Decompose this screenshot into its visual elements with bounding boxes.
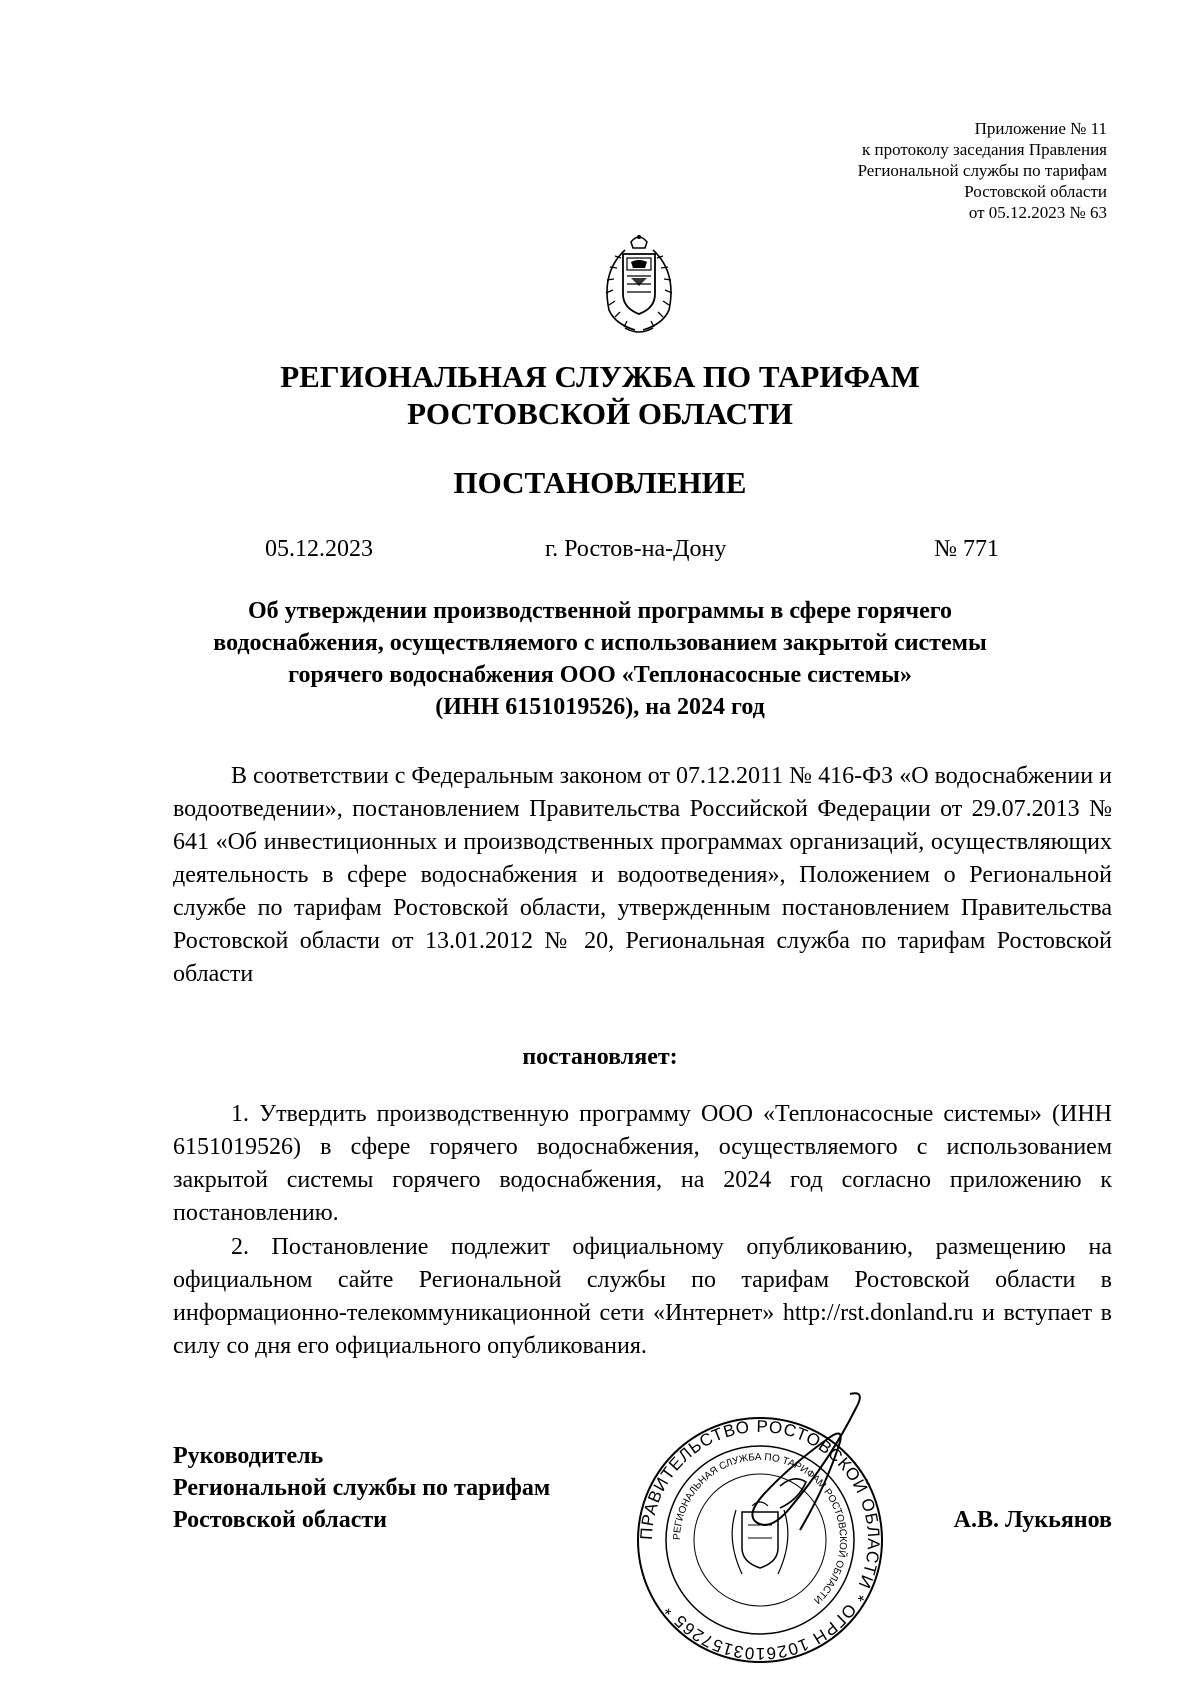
- organization-title-line: РОСТОВСКОЙ ОБЛАСТИ: [407, 396, 793, 431]
- signatory-name: А.В. Лукьянов: [953, 1507, 1112, 1533]
- seal-outer-text: ПРАВИТЕЛЬСТВО РОСТОВСКОЙ ОБЛАСТИ * ОГРН 1026103157265 *: [636, 1416, 884, 1664]
- subject-line: горячего водоснабжения ООО «Теплонасосные системы»: [288, 662, 912, 688]
- document-date: 05.12.2023: [265, 536, 373, 562]
- appendix-line: к протоколу заседания Правления: [862, 140, 1107, 159]
- appendix-line: от 05.12.2023 № 63: [968, 203, 1107, 222]
- document-subject: [170, 595, 1030, 723]
- seal-inner-text: РЕГИОНАЛЬНАЯ СЛУЖБА ПО ТАРИФАМ РОСТОВСКОЙ ОБЛАСТИ: [671, 1451, 849, 1606]
- svg-text:РЕГИОНАЛЬНАЯ СЛУЖБА ПО ТАРИФАМ: [672, 1452, 849, 1606]
- preamble-paragraph: В соответствии с Федеральным законом от 07.12.2011 № 416-ФЗ «О водоснабжении и водоотведении», постановлением Правительства Российской Федерации от 29.07.2013 № 641 «Об инвестиционных и производственных программах организаций, осуществляющих деятельность в сфере водоснабжения и водоотведения», Положением о Региональной службе по тарифам Ростовской области, утвержденным постановлением Правительства Ростовской области от 13.01.2012 № 20, Региональная служба по тарифам Ростовской области: [173, 763, 1112, 987]
- resolution-item-1: 1. Утвердить производственную программу ООО «Теплонасосные системы» (ИНН 6151019526) в сфере горячего водоснабжения, осуществляемого с использованием закрытой системы горячего водоснабжения, на 2024 год согласно приложению к постановлению.: [173, 1101, 1112, 1226]
- resolves-heading: постановляет:: [522, 1044, 678, 1070]
- signatory-position-line: Ростовской области: [173, 1507, 387, 1533]
- organization-title: [0, 358, 1200, 432]
- appendix-line: Ростовской области: [964, 182, 1107, 201]
- appendix-line: Региональной службы по тарифам: [857, 161, 1107, 180]
- signatory-position: [173, 1440, 550, 1536]
- document-city: г. Ростов-на-Дону: [545, 536, 727, 562]
- coat-of-arms-icon: [595, 232, 683, 336]
- official-seal-stamp: [630, 1390, 890, 1670]
- subject-line: водоснабжения, осуществляемого с использованием закрытой системы: [213, 630, 987, 656]
- subject-line: (ИНН 6151019526), на 2024 год: [435, 694, 765, 720]
- appendix-line: Приложение № 11: [974, 119, 1107, 138]
- appendix-reference: [858, 118, 1107, 223]
- subject-line: Об утверждении производственной программы в сфере горячего: [247, 598, 953, 624]
- organization-title-line: РЕГИОНАЛЬНАЯ СЛУЖБА ПО ТАРИФАМ: [280, 359, 920, 394]
- signatory-position-line: Руководитель: [173, 1443, 324, 1469]
- document-number: № 771: [934, 536, 999, 562]
- document-type: ПОСТАНОВЛЕНИЕ: [453, 465, 747, 500]
- signatory-position-line: Региональной службы по тарифам: [173, 1475, 551, 1501]
- resolution-item-2: 2. Постановление подлежит официальному опубликованию, размещению на официальном сайте Региональной службы по тарифам Ростовской области в информационно-телекоммуникационной сети «Интернет» http://rst.donland.ru и вступает в силу со дня его официального опубликования.: [173, 1234, 1112, 1359]
